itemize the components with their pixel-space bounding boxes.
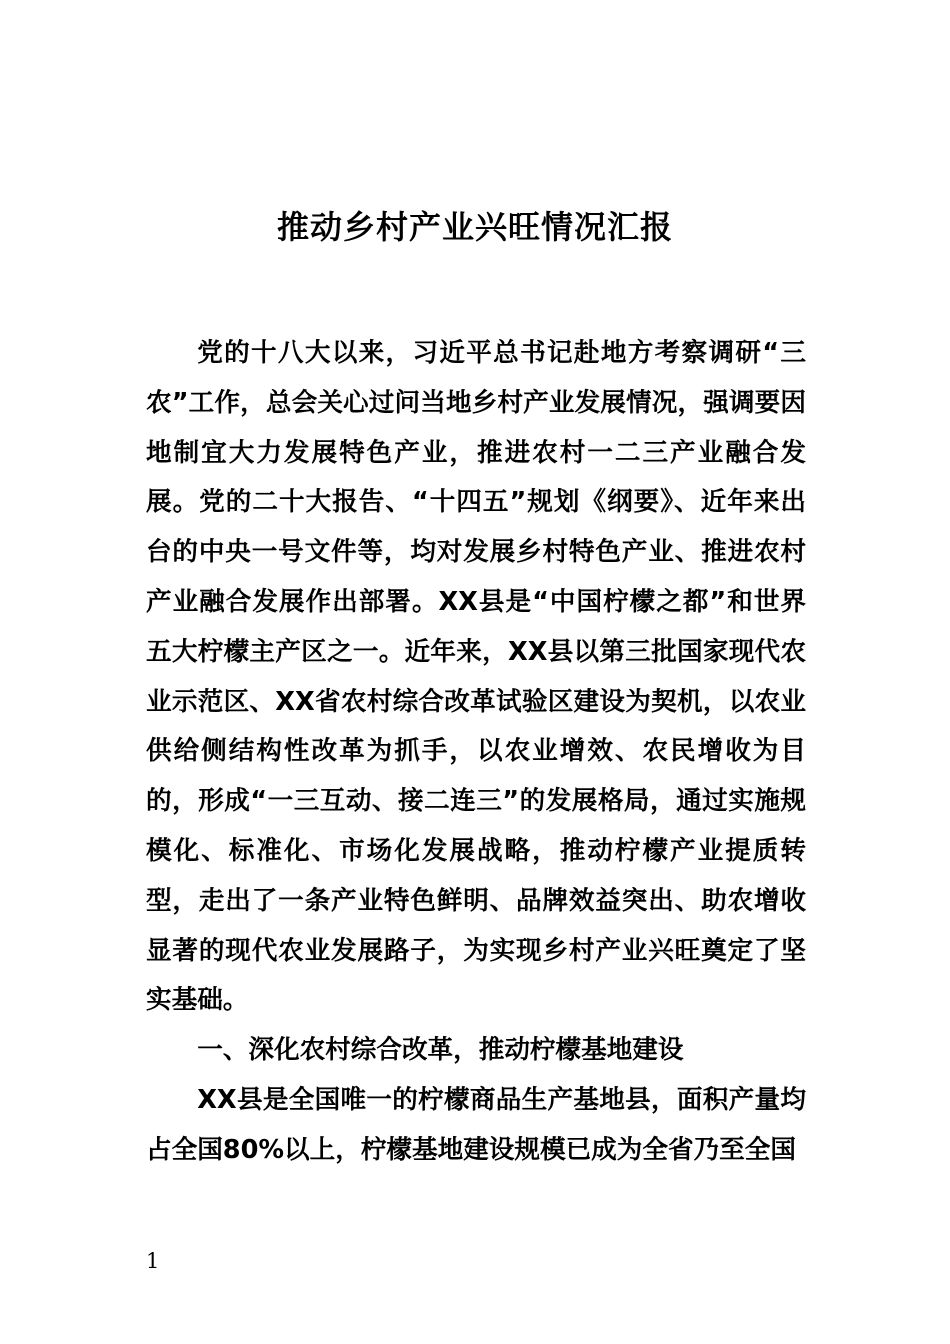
section-heading: 一、深化农村综合改革，推动柠檬基地建设	[197, 1035, 684, 1066]
document-title: 推动乡村产业兴旺情况汇报	[276, 208, 673, 247]
document-body	[146, 329, 806, 1176]
section-paragraph: XX县是全国唯一的柠檬商品生产基地县，面积产量均占全国80%以上，柠檬基地建设规模已成为全省乃至全国	[146, 1084, 806, 1165]
intro-paragraph: 党的十八大以来，习近平总书记赴地方考察调研“三农”工作，总会关心过问当地乡村产业发展情况，强调要因地制宜大力发展特色产业，推进农村一二三产业融合发展。党的二十大报告、“十四五”规划《纲要》、近年来出台的中央一号文件等，均对发展乡村特色产业、推进农村产业融合发展作出部署。XX县是“中国柠檬之都”和世界五大柠檬主产区之一。近年来，XX县以第三批国家现代农业示范区、XX省农村综合改革试验区建设为契机，以农业供给侧结构性改革为抓手，以农业增效、农民增收为目的，形成“一三互动、接二连三”的发展格局，通过实施规模化、标准化、市场化发展战略，推动柠檬产业提质转型，走出了一条产业特色鲜明、品牌效益突出、助农增收显著的现代农业发展路子，为实现乡村产业兴旺奠定了坚实基础。	[146, 338, 806, 1016]
page-number: 1	[146, 1249, 160, 1273]
